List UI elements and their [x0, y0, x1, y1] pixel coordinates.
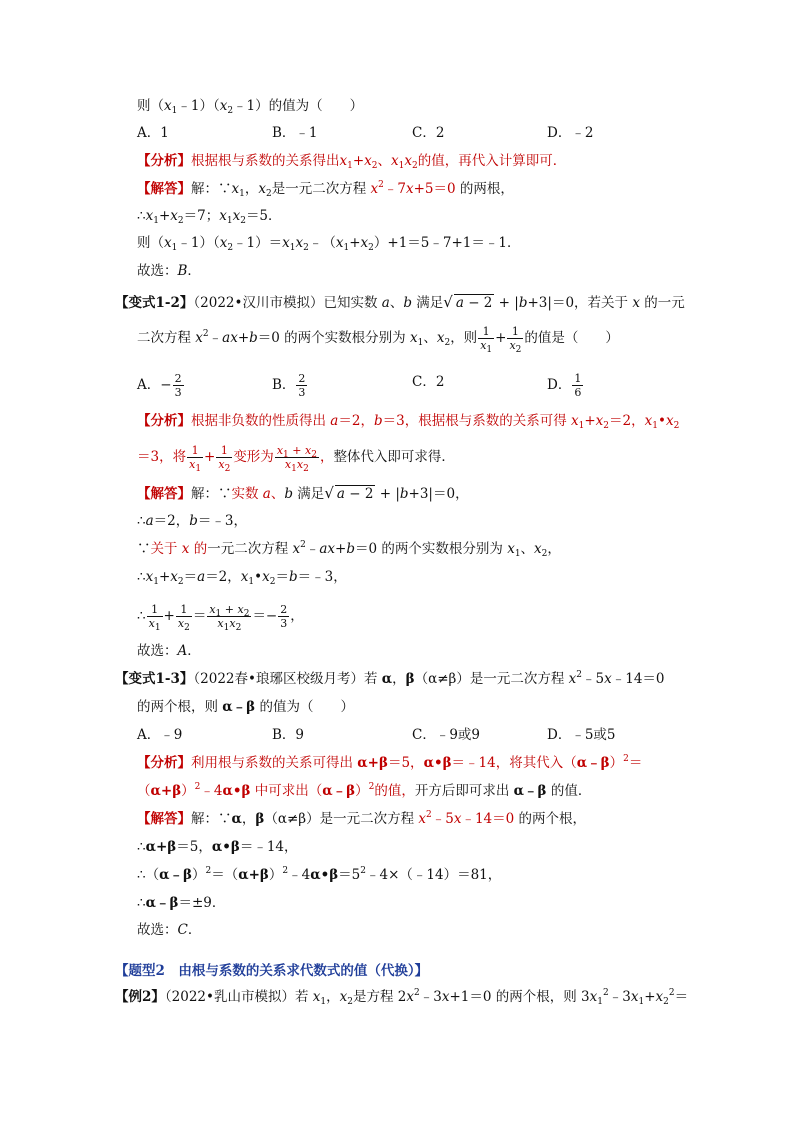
variant-1-2-question-line-1: 【变式1-2】（2022•汉川市模拟）已知实数 a、b 满足√ a − 2 + |b+3|＝0，若关于 x 的一元: [115, 293, 685, 311]
solution-line-3: ∵关于 x 的一元二次方程 $x^2﹣ax+b=0$ 的两个实数根分别为 $x_1$、$x_2$，: [137, 540, 561, 559]
solution-line-5: ∴ $\frac{1}{x_1}$ + $\frac{1}{x_2}$ ＝ $\frac{x_1 + x_2}{x_1x_2}$ ＝− $\frac{2}{3}$ ，: [137, 603, 304, 633]
option-b: B． $\frac{2}{3}$: [272, 372, 306, 399]
answer: 故选：A．: [137, 643, 201, 659]
solution-tag: 【解答】: [137, 811, 191, 827]
option-a: A．1: [137, 125, 169, 141]
variant-1-3-question-line-1: 【变式1-3】（2022春•琅琊区校级月考）若 α，β（α≠β）是一元二次方程 $x^2﹣5x﹣14=0$: [115, 670, 665, 687]
solution-line-2: ∴α+β＝5，α•β＝﹣14，: [137, 839, 298, 855]
section-heading: 【题型2 由根与系数的关系求代数式的值（代换）】: [115, 963, 429, 979]
variant-1-3-question-line-2: 的两个根，则 α﹣β 的值为（ ）: [137, 699, 354, 715]
solution-line-3: $\therefore(\alpha﹣\beta)^2=(\alpha+\beta)^2﹣4\alpha•\beta=5^2﹣4\times(﹣14)=81$，: [137, 866, 502, 883]
solution-line-4: ∴α﹣β＝±9．: [137, 895, 226, 911]
question-tail: 则$(x_1﹣1)(x_2﹣1)$的值为（ ）: [137, 98, 364, 116]
analysis-tag: 【分析】: [137, 755, 191, 771]
option-c: C．﹣9或9: [412, 727, 481, 743]
analysis-line-2: $(\alpha+\beta)^2﹣4\alpha•\beta$ 中可求出（α﹣β）$^2$的值，开方后即可求出 α﹣β 的值．: [137, 782, 592, 799]
solution-line-2: $\therefore x_1+x_2=7$；$x_1x_2=5$．: [137, 208, 282, 226]
option-d: D．﹣5或5: [547, 727, 616, 743]
answer: 故选：B．: [137, 263, 201, 279]
variant-label: 【变式1-3】: [115, 671, 194, 687]
solution-line-4: $\therefore x_1+x_2=a=2$，$x_1•x_2=b=﹣3$，: [137, 569, 347, 587]
solution-line-3: 则$(x_1﹣1)(x_2﹣1)=x_1x_2﹣(x_1+x_2)+1=5﹣7+1=﹣1$．: [137, 235, 521, 253]
analysis-line-2: ＝3，将 $\frac{1}{x_1}$ + $\frac{1}{x_2}$ 变形为 $\frac{x_1 + x_2}{x_1x_2}$ ，整体代入即可求得．: [137, 444, 455, 474]
analysis-tag: 【分析】: [137, 153, 191, 169]
solution-line-1: 【解答】解：∵α，β（α≠β）是一元二次方程 $x^2﹣5x﹣14=0$ 的两个根，: [137, 810, 587, 827]
solution-tag: 【解答】: [137, 486, 191, 502]
example-2-question: 【例2】（2022•乳山市模拟）若 $x_1$，$x_2$是方程 $2x^2﹣3x+1=0$ 的两个根，则 $3x_1^2﹣3x_1+x_2^2=$: [115, 988, 689, 1007]
option-d: D． $\frac{1}{6}$: [547, 372, 582, 399]
solution-line-1: 【解答】解：∵实数 a、b 满足√ a − 2 + |b+3|＝0，: [137, 484, 469, 502]
variant-label: 【变式1-2】: [115, 295, 194, 311]
option-c: C．2: [412, 125, 445, 141]
example-label: 【例2】: [115, 989, 165, 1005]
solution-line-1: 【解答】解：$\because x_1$，$x_2$是一元二次方程 $x^2﹣7x+5=0$ 的两根，: [137, 180, 514, 199]
analysis-line-1: 【分析】根据非负数的性质得出 a＝2，b＝3，根据根与系数的关系可得 $x_1+x_2=2$，$x_1•x_2$: [137, 413, 680, 431]
solution-line-2: ∴a＝2，b＝﹣3，: [137, 513, 247, 529]
solution-tag: 【解答】: [137, 181, 191, 197]
analysis-line: 【分析】根据根与系数的关系得出$x_1+x_2$、$x_1x_2$的值，再代入计算即可．: [137, 153, 567, 171]
option-d: D．﹣2: [547, 125, 594, 141]
option-b: B．﹣1: [272, 125, 318, 141]
option-a: A．− $\frac{2}{3}$: [137, 372, 182, 399]
option-c: C．2: [412, 374, 445, 390]
option-b: B．9: [272, 727, 305, 743]
variant-1-2-question-line-2: 二次方程 $x^2﹣ax+b=0$ 的两个实数根分别为 $x_1$、$x_2$，则 $\frac{1}{x_1}$ + $\frac{1}{x_2}$ 的值是（ ）: [137, 325, 619, 355]
analysis-line-1: 【分析】利用根与系数的关系可得出 α+β＝5，α•β＝﹣14，将其代入（α﹣β）$^2$＝: [137, 754, 643, 771]
analysis-tag: 【分析】: [137, 413, 191, 429]
option-a: A．﹣9: [137, 727, 183, 743]
answer: 故选：C．: [137, 922, 202, 938]
